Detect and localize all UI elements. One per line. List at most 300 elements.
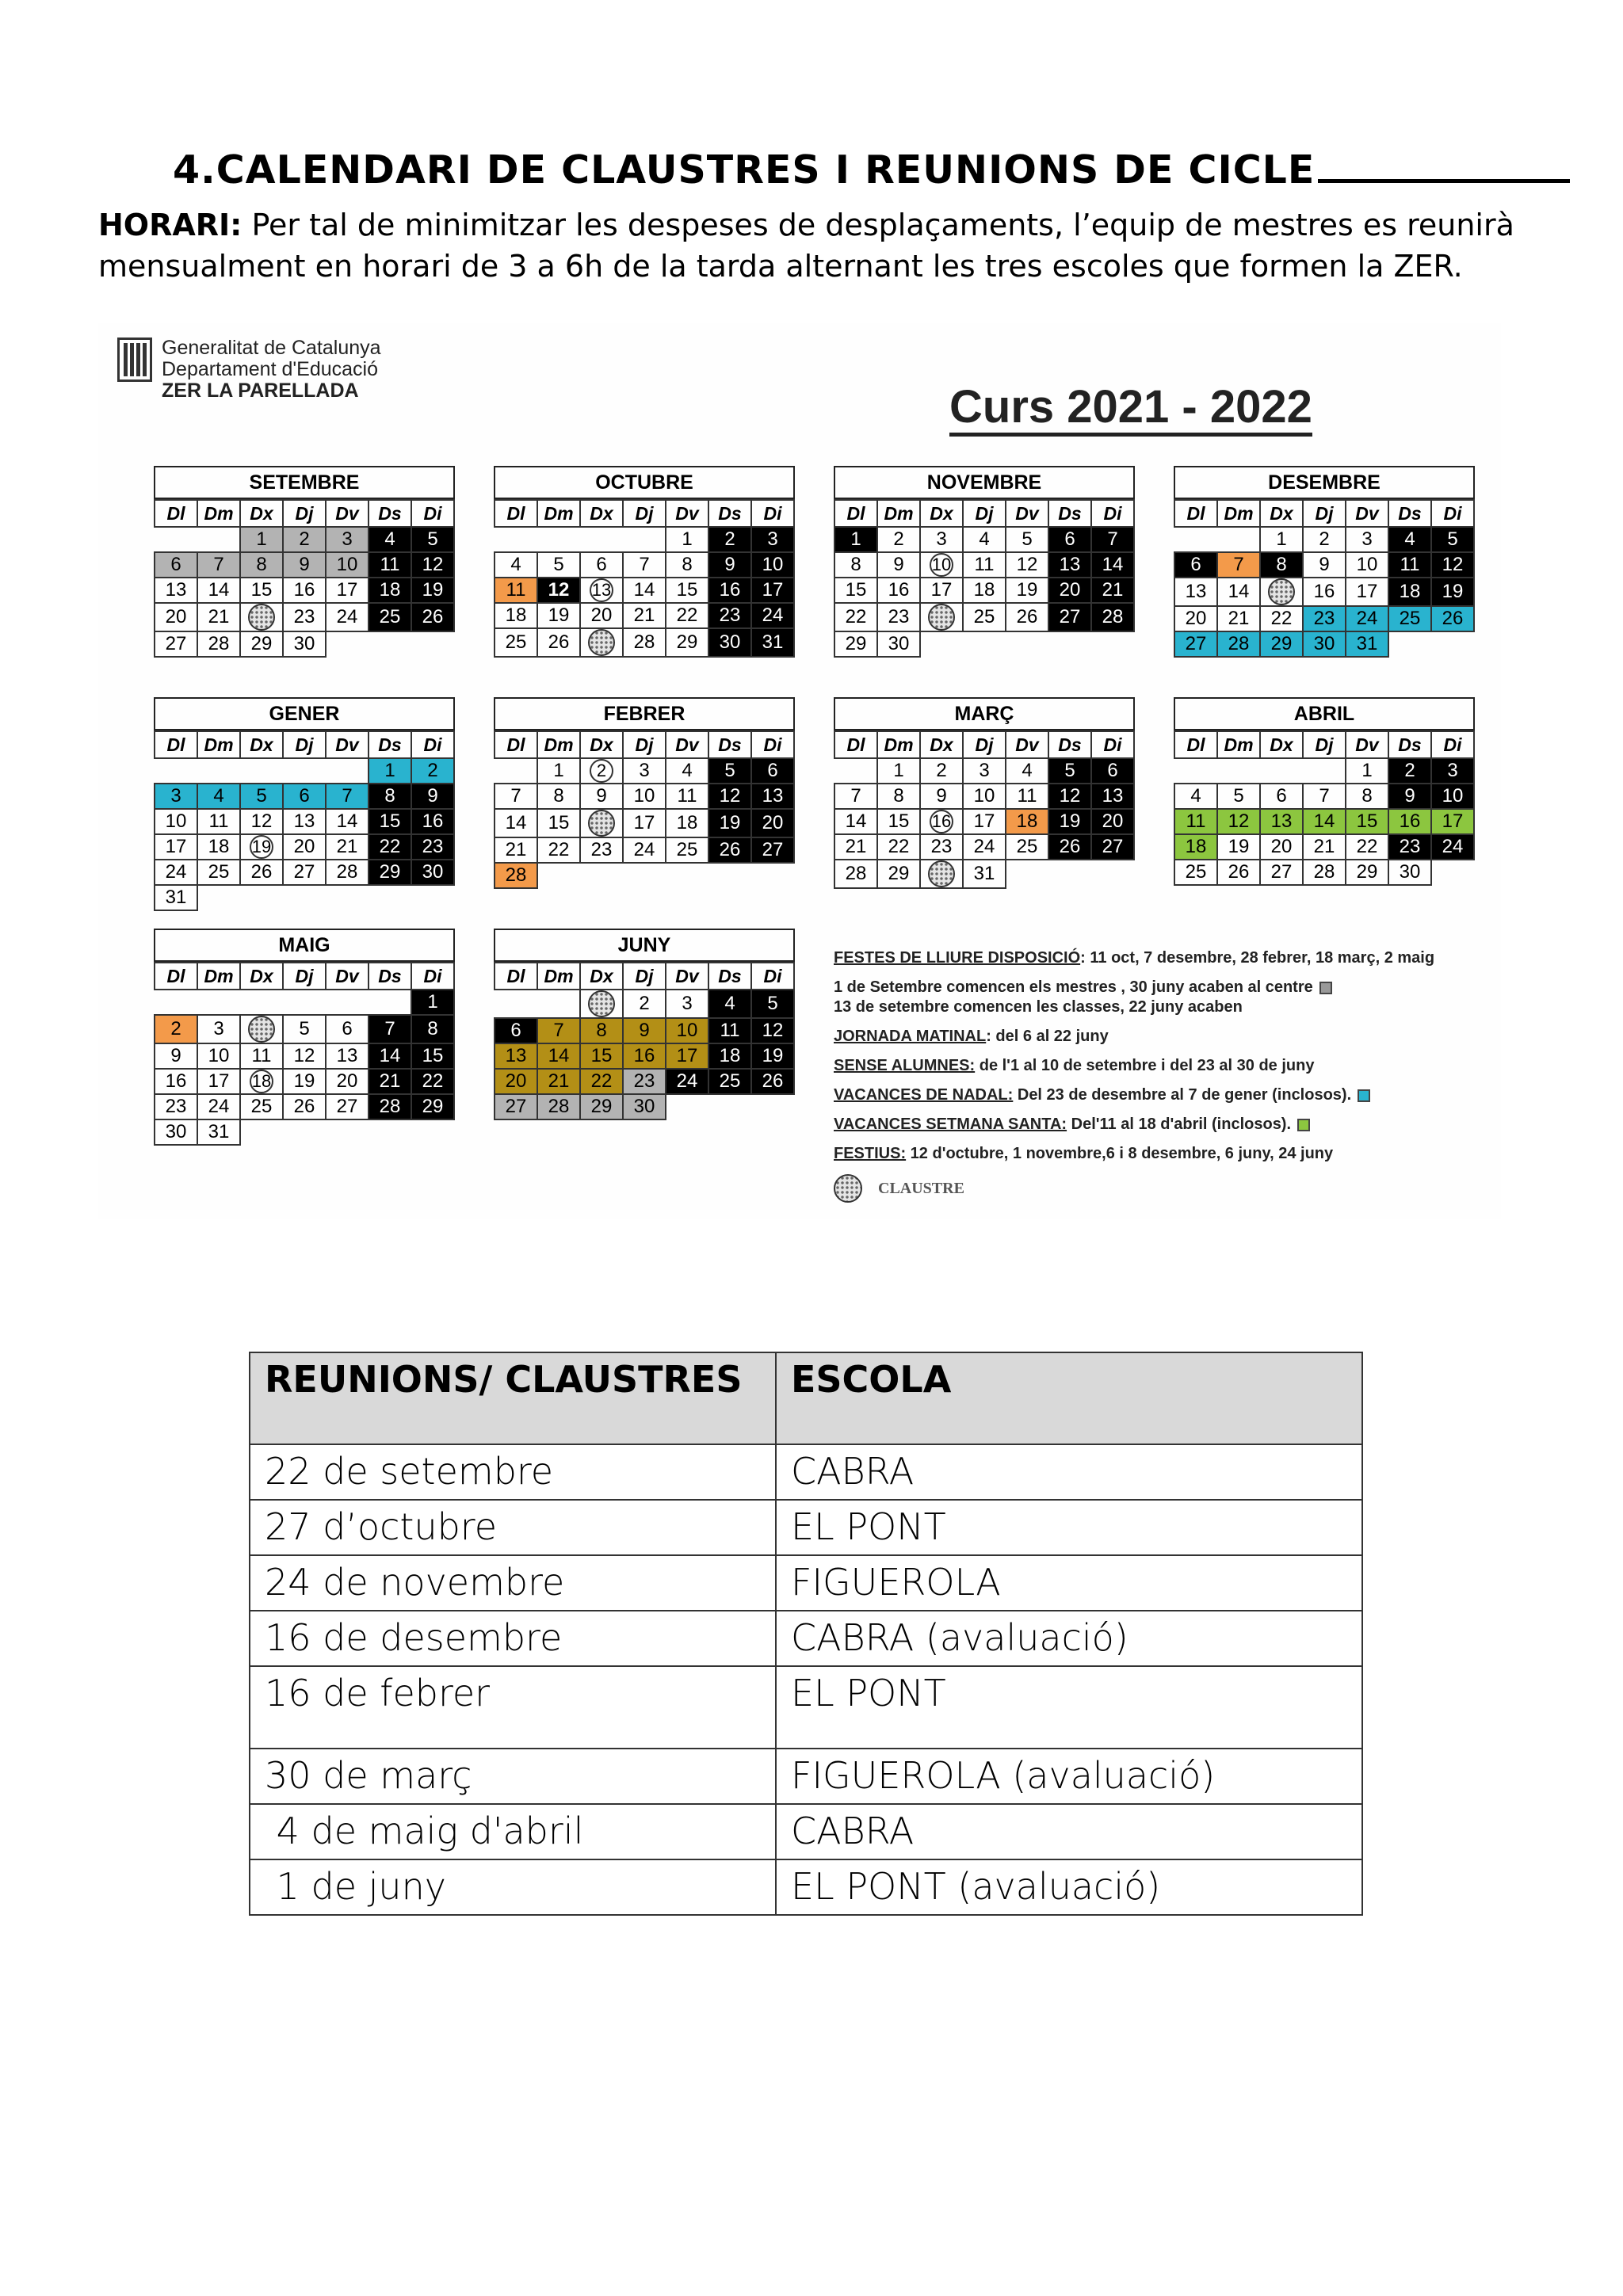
day-cell: 13 <box>495 1043 537 1069</box>
day-cell: 29 <box>666 628 708 657</box>
week-row <box>155 834 454 860</box>
empty-day-cell <box>708 1094 751 1119</box>
day-cell: 18 <box>963 578 1006 603</box>
legend-festes-label: FESTES DE LLIURE DISPOSICIÓ <box>834 949 1081 967</box>
empty-day-cell <box>537 990 580 1018</box>
day-cell: 9 <box>155 1043 197 1069</box>
table-row <box>250 1666 1362 1749</box>
day-cell: 5 <box>1048 758 1091 784</box>
legend-nadal-text: Del 23 de desembre al 7 de gener (inclosos). <box>1013 1086 1352 1104</box>
empty-day-cell <box>495 758 537 784</box>
day-cell: 3 <box>920 527 963 552</box>
weekday-label: Dv <box>1006 731 1048 758</box>
month-juny <box>494 929 795 1120</box>
weekday-label: Dv <box>1346 731 1388 758</box>
legend-setembre-2: 13 de setembre comencen les classes, 22 juny acaben <box>834 998 1243 1016</box>
reunio-date: 16 de febrer <box>250 1666 776 1749</box>
day-cell: 21 <box>369 1069 411 1094</box>
empty-day-cell <box>751 1094 794 1119</box>
day-cell: 28 <box>1303 860 1346 885</box>
day-cell: 8 <box>580 1018 623 1043</box>
week-row <box>495 628 794 657</box>
legend-festes <box>834 949 1491 967</box>
day-cell: 7 <box>623 552 666 578</box>
weekday-label: Di <box>1431 500 1474 527</box>
empty-day-cell <box>197 758 240 784</box>
month-abril <box>1174 697 1475 886</box>
day-cell: 2 <box>411 758 454 784</box>
day-cell: 20 <box>580 603 623 628</box>
legend-nadal <box>834 1086 1491 1104</box>
reunio-escola: FIGUEROLA (avaluació) <box>776 1749 1362 1804</box>
week-row <box>1174 860 1474 885</box>
day-cell: 25 <box>708 1069 751 1094</box>
reunio-date: 1 de juny <box>250 1859 776 1915</box>
weekday-label: Di <box>1091 500 1134 527</box>
day-cell: 28 <box>1091 603 1134 631</box>
week-row <box>1174 809 1474 834</box>
day-cell: 3 <box>751 527 794 552</box>
weekday-label: Di <box>751 963 794 990</box>
day-cell: 29 <box>240 631 283 657</box>
day-cell: 2 <box>283 527 326 552</box>
month-maig <box>154 929 455 1146</box>
day-cell: 6 <box>155 552 197 578</box>
day-cell: 28 <box>197 631 240 657</box>
weekday-label: Dm <box>1217 500 1260 527</box>
day-cell: 25 <box>666 837 708 863</box>
day-cell: 16 <box>411 809 454 834</box>
week-row <box>155 603 454 631</box>
day-cell: 10 <box>963 784 1006 809</box>
month-name: OCTUBRE <box>494 466 795 499</box>
weekday-label: Dx <box>580 963 623 990</box>
day-cell: 11 <box>1388 552 1431 578</box>
day-cell: 19 <box>708 809 751 837</box>
day-cell: 10 <box>155 809 197 834</box>
empty-day-cell <box>369 885 411 910</box>
empty-day-cell <box>623 527 666 552</box>
weekday-label: Dl <box>495 500 537 527</box>
day-cell: 28 <box>537 1094 580 1119</box>
week-row <box>155 758 454 784</box>
day-cell: 7 <box>197 552 240 578</box>
legend-setembre-1-text: 1 de Setembre comencen els mestres , 30 juny acaben al centre <box>834 978 1313 996</box>
legend-festius-label: FESTIUS: <box>834 1145 907 1162</box>
reunio-escola: CABRA <box>776 1444 1362 1500</box>
week-row <box>155 1015 454 1043</box>
day-cell: 28 <box>369 1094 411 1119</box>
weekday-label: Dm <box>197 963 240 990</box>
weekday-label: Dv <box>666 963 708 990</box>
day-cell: 26 <box>751 1069 794 1094</box>
legend-setembre-1 <box>834 978 1491 997</box>
weekday-label: Dl <box>495 731 537 758</box>
day-cell: 20 <box>495 1069 537 1094</box>
week-row <box>495 784 794 809</box>
day-cell: 3 <box>1346 527 1388 552</box>
empty-day-cell <box>495 527 537 552</box>
day-cell: 28 <box>623 628 666 657</box>
day-cell: 10 <box>751 552 794 578</box>
day-cell: 13 <box>751 784 794 809</box>
day-cell: 20 <box>283 834 326 860</box>
weekday-label: Dv <box>666 731 708 758</box>
day-cell: 7 <box>1303 784 1346 809</box>
claustre-dotted-circle-icon <box>248 1016 275 1043</box>
day-cell: 13 <box>283 809 326 834</box>
day-cell: 4 <box>963 527 1006 552</box>
empty-day-cell <box>751 863 794 888</box>
day-cell: 31 <box>197 1119 240 1145</box>
weekday-label: Dm <box>877 500 920 527</box>
weekday-label: Dm <box>537 731 580 758</box>
day-cell: 28 <box>495 863 537 888</box>
day-cell: 5 <box>537 552 580 578</box>
day-cell: 29 <box>1260 631 1303 657</box>
weekday-label: Di <box>1091 731 1134 758</box>
day-cell: 7 <box>369 1015 411 1043</box>
day-cell: 17 <box>623 809 666 837</box>
day-cell: 28 <box>1217 631 1260 657</box>
day-cell: 23 <box>411 834 454 860</box>
day-cell: 17 <box>963 809 1006 834</box>
weekday-label: Dl <box>1174 731 1217 758</box>
empty-day-cell <box>1388 631 1431 657</box>
day-cell: 11 <box>197 809 240 834</box>
day-cell: 26 <box>1217 860 1260 885</box>
day-cell: 11 <box>1006 784 1048 809</box>
day-cell: 18 <box>1174 834 1217 860</box>
month-novembre <box>834 466 1135 658</box>
day-cell: 19 <box>537 603 580 628</box>
weekday-label: Dv <box>326 963 369 990</box>
day-cell: 15 <box>1346 809 1388 834</box>
table-row <box>250 1500 1362 1555</box>
circled-day: 18 <box>250 1070 273 1093</box>
day-cell: 31 <box>751 628 794 657</box>
weekday-label: Ds <box>1388 500 1431 527</box>
header-escola: ESCOLA <box>776 1352 1362 1444</box>
day-cell: 30 <box>877 631 920 657</box>
week-row <box>834 578 1134 603</box>
day-cell: 3 <box>1431 758 1474 784</box>
day-cell: 15 <box>580 1043 623 1069</box>
table-row <box>250 1444 1362 1500</box>
weekday-label: Dl <box>834 731 877 758</box>
horari-paragraph <box>98 204 1541 287</box>
claustre-dotted-circle-icon <box>1268 578 1295 605</box>
circled-day: 16 <box>930 810 953 833</box>
day-cell: 22 <box>537 837 580 863</box>
weekday-label: Di <box>751 731 794 758</box>
day-cell: 31 <box>963 860 1006 888</box>
day-cell: 7 <box>495 784 537 809</box>
day-cell: 17 <box>751 578 794 603</box>
weekday-label: Ds <box>369 731 411 758</box>
claustre-dotted-circle-icon <box>928 860 955 887</box>
day-cell: 7 <box>537 1018 580 1043</box>
reunio-date: 30 de març <box>250 1749 776 1804</box>
week-row <box>155 990 454 1015</box>
logo-line-1: Generalitat de Catalunya <box>162 337 381 359</box>
day-cell: 24 <box>1431 834 1474 860</box>
day-cell: 13 <box>1174 578 1217 606</box>
day-cell: 26 <box>1006 603 1048 631</box>
day-cell: 11 <box>369 552 411 578</box>
day-cell: 16 <box>155 1069 197 1094</box>
day-cell: 12 <box>1431 552 1474 578</box>
day-cell: 1 <box>834 527 877 552</box>
generalitat-emblem-icon <box>117 338 152 382</box>
day-cell <box>920 860 963 888</box>
day-cell: 17 <box>155 834 197 860</box>
day-cell: 21 <box>537 1069 580 1094</box>
empty-day-cell <box>197 527 240 552</box>
logo-line-2: Departament d'Educació <box>162 358 378 380</box>
day-cell: 13 <box>1091 784 1134 809</box>
reunio-escola: CABRA <box>776 1804 1362 1859</box>
weekday-label: Dx <box>240 731 283 758</box>
day-cell: 1 <box>411 990 454 1015</box>
circled-day: 19 <box>250 835 273 859</box>
day-cell: 18 <box>708 1043 751 1069</box>
day-cell <box>1260 578 1303 606</box>
day-cell: 16 <box>1388 809 1431 834</box>
weekday-label: Di <box>411 731 454 758</box>
week-row <box>834 527 1134 552</box>
day-cell: 27 <box>283 860 326 885</box>
day-cell: 12 <box>537 578 580 603</box>
day-cell: 20 <box>326 1069 369 1094</box>
day-cell: 10 <box>1431 784 1474 809</box>
section-heading <box>173 147 1570 193</box>
empty-day-cell <box>283 990 326 1015</box>
day-cell: 2 <box>1303 527 1346 552</box>
empty-day-cell <box>1091 860 1134 888</box>
day-cell: 17 <box>1346 578 1388 606</box>
day-cell: 13 <box>1260 809 1303 834</box>
weekday-label: Dj <box>623 963 666 990</box>
day-cell: 23 <box>920 834 963 860</box>
day-cell: 26 <box>1431 606 1474 631</box>
empty-day-cell <box>920 631 963 657</box>
empty-day-cell <box>666 863 708 888</box>
day-cell: 15 <box>877 809 920 834</box>
day-cell: 9 <box>920 784 963 809</box>
empty-day-cell <box>326 1119 369 1145</box>
weekday-label: Dv <box>326 731 369 758</box>
week-row <box>155 1094 454 1119</box>
weekday-label: Dx <box>920 731 963 758</box>
weekday-label: Ds <box>1388 731 1431 758</box>
weekday-label: Di <box>411 963 454 990</box>
day-cell: 1 <box>1346 758 1388 784</box>
empty-day-cell <box>326 990 369 1015</box>
empty-day-cell <box>1048 631 1091 657</box>
week-row <box>1174 578 1474 606</box>
day-cell: 23 <box>155 1094 197 1119</box>
legend-claustre <box>834 1174 1491 1203</box>
empty-day-cell <box>495 990 537 1018</box>
day-cell: 21 <box>495 837 537 863</box>
day-cell: 9 <box>623 1018 666 1043</box>
week-row <box>834 758 1134 784</box>
empty-day-cell <box>411 1119 454 1145</box>
week-row <box>1174 527 1474 552</box>
day-cell: 2 <box>877 527 920 552</box>
day-cell: 8 <box>537 784 580 809</box>
day-cell: 26 <box>240 860 283 885</box>
day-cell: 17 <box>666 1043 708 1069</box>
generalitat-logo <box>117 338 381 402</box>
legend-matinal <box>834 1028 1491 1046</box>
blue-square-icon <box>1358 1089 1370 1102</box>
empty-day-cell <box>666 1094 708 1119</box>
day-cell: 8 <box>240 552 283 578</box>
day-cell: 14 <box>1217 578 1260 606</box>
reunions-table <box>249 1352 1363 1916</box>
circled-day: 2 <box>590 759 613 783</box>
claustre-dotted-circle-icon <box>588 990 615 1017</box>
weekday-label: Dv <box>326 500 369 527</box>
day-cell: 22 <box>666 603 708 628</box>
day-cell: 28 <box>834 860 877 888</box>
reunio-date: 16 de desembre <box>250 1611 776 1666</box>
month-desembre <box>1174 466 1475 658</box>
day-cell: 19 <box>1006 578 1048 603</box>
table-row <box>250 1611 1362 1666</box>
day-cell: 4 <box>708 990 751 1018</box>
day-cell: 5 <box>1217 784 1260 809</box>
day-cell: 9 <box>580 784 623 809</box>
week-row <box>495 552 794 578</box>
day-cell: 1 <box>877 758 920 784</box>
day-cell: 5 <box>411 527 454 552</box>
day-cell: 17 <box>920 578 963 603</box>
day-cell: 9 <box>411 784 454 809</box>
week-row <box>834 603 1134 631</box>
weekday-label: Dv <box>1006 500 1048 527</box>
reunio-date: 27 d’octubre <box>250 1500 776 1555</box>
empty-day-cell <box>1091 631 1134 657</box>
day-cell: 27 <box>155 631 197 657</box>
day-cell: 27 <box>1174 631 1217 657</box>
day-cell: 20 <box>1260 834 1303 860</box>
day-cell: 2 <box>708 527 751 552</box>
day-cell: 24 <box>963 834 1006 860</box>
table-row <box>250 1555 1362 1611</box>
day-cell: 14 <box>197 578 240 603</box>
day-cell: 27 <box>1048 603 1091 631</box>
day-cell: 21 <box>326 834 369 860</box>
day-cell: 18 <box>1388 578 1431 606</box>
month-name: ABRIL <box>1174 697 1475 730</box>
week-row <box>834 552 1134 578</box>
day-cell: 9 <box>708 552 751 578</box>
empty-day-cell <box>326 631 369 657</box>
empty-day-cell <box>1006 860 1048 888</box>
empty-day-cell <box>834 758 877 784</box>
day-cell: 27 <box>495 1094 537 1119</box>
week-row <box>155 1043 454 1069</box>
reunio-date: 22 de setembre <box>250 1444 776 1500</box>
day-cell: 26 <box>411 603 454 631</box>
day-cell: 31 <box>1346 631 1388 657</box>
empty-day-cell <box>283 1119 326 1145</box>
day-cell: 30 <box>411 860 454 885</box>
month-name: DESEMBRE <box>1174 466 1475 499</box>
empty-day-cell <box>1217 527 1260 552</box>
week-row <box>155 527 454 552</box>
week-row <box>495 1018 794 1043</box>
school-calendar-image <box>98 323 1501 1219</box>
day-cell: 20 <box>155 603 197 631</box>
weekday-label: Dj <box>1303 500 1346 527</box>
day-cell: 13 <box>326 1043 369 1069</box>
day-cell: 6 <box>1260 784 1303 809</box>
legend-sense-label: SENSE ALUMNES: <box>834 1057 976 1074</box>
legend-claustre-label: CLAUSTRE <box>878 1179 964 1197</box>
empty-day-cell <box>283 758 326 784</box>
day-cell: 20 <box>751 809 794 837</box>
weekday-label: Ds <box>708 731 751 758</box>
day-cell: 23 <box>283 603 326 631</box>
week-row <box>1174 758 1474 784</box>
legend-sense-text: de l'1 al 10 de setembre i del 23 al 30 de juny <box>975 1057 1315 1074</box>
legend-festes-text: : 11 oct, 7 desembre, 28 febrer, 18 març, 2 maig <box>1080 949 1435 967</box>
legend-santa-label: VACANCES SETMANA SANTA: <box>834 1116 1067 1133</box>
day-cell: 14 <box>834 809 877 834</box>
day-cell: 10 <box>326 552 369 578</box>
day-cell: 24 <box>155 860 197 885</box>
day-cell: 11 <box>666 784 708 809</box>
day-cell: 25 <box>495 628 537 657</box>
day-cell: 9 <box>283 552 326 578</box>
day-cell: 14 <box>326 809 369 834</box>
day-cell: 12 <box>708 784 751 809</box>
curs-title: Curs 2021 - 2022 <box>949 382 1312 437</box>
day-cell: 29 <box>369 860 411 885</box>
empty-day-cell <box>1006 631 1048 657</box>
day-cell: 30 <box>1388 860 1431 885</box>
month-febrer <box>494 697 795 889</box>
day-cell: 15 <box>411 1043 454 1069</box>
empty-day-cell <box>1303 758 1346 784</box>
week-row <box>834 784 1134 809</box>
weekday-label: Dx <box>240 500 283 527</box>
heading-underline <box>1318 148 1570 183</box>
day-cell: 9 <box>1303 552 1346 578</box>
day-cell: 10 <box>666 1018 708 1043</box>
weekday-label: Dx <box>580 731 623 758</box>
reunio-escola: EL PONT (avaluació) <box>776 1859 1362 1915</box>
day-cell: 27 <box>326 1094 369 1119</box>
day-cell <box>920 809 963 834</box>
weekday-label: Di <box>751 500 794 527</box>
day-cell: 19 <box>751 1043 794 1069</box>
day-cell: 12 <box>751 1018 794 1043</box>
day-cell: 16 <box>708 578 751 603</box>
empty-day-cell <box>369 631 411 657</box>
day-cell: 15 <box>834 578 877 603</box>
week-row <box>155 809 454 834</box>
weekday-label: Dm <box>1217 731 1260 758</box>
month-name: MAIG <box>154 929 455 962</box>
day-cell: 9 <box>877 552 920 578</box>
day-cell: 6 <box>495 1018 537 1043</box>
day-cell: 25 <box>369 603 411 631</box>
